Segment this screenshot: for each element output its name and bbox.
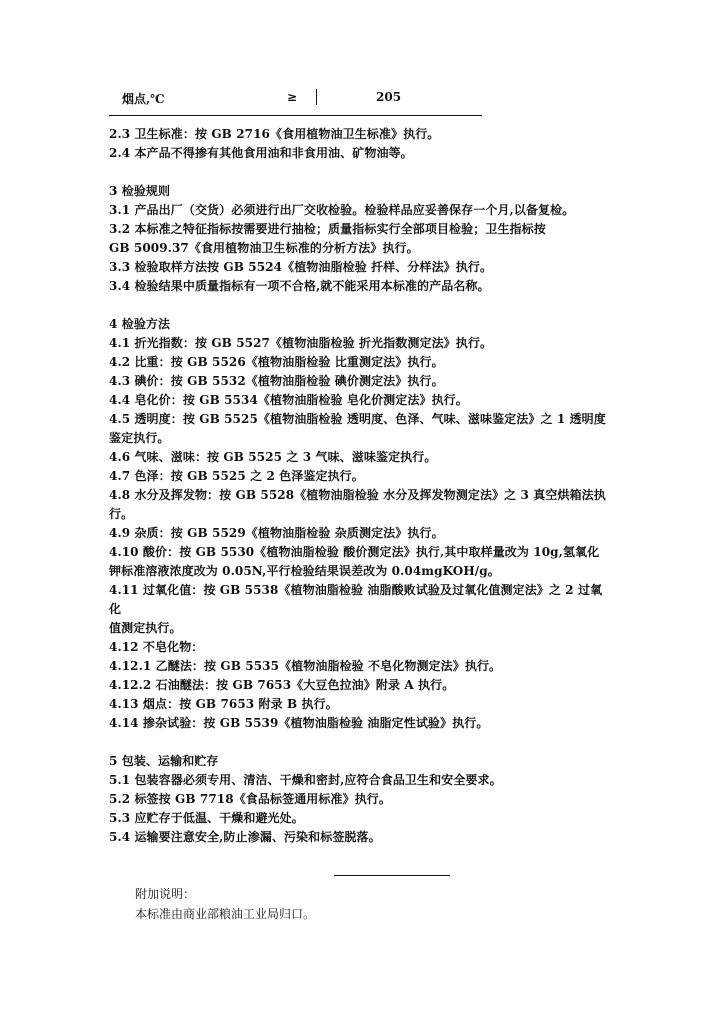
clause-3-4: 3.4 检验结果中质量指标有一项不合格,就不能采用本标准的产品名称。 <box>109 279 490 293</box>
clause-4-14: 4.14 掺杂试验：按 GB 5539《植物油脂检验 油脂定性试验》执行。 <box>109 716 489 730</box>
clause-5-2: 5.2 标签按 GB 7718《食品标签通用标准》执行。 <box>109 792 392 806</box>
clause-4-12-1: 4.12.1 乙醚法：按 GB 5535《植物油脂检验 不皂化物测定法》执行。 <box>109 659 502 673</box>
clause-4-13: 4.13 烟点：按 GB 7653 附录 B 执行。 <box>109 697 338 711</box>
clause-4-8-cont: 行。 <box>109 507 134 521</box>
clause-4-4: 4.4 皂化价：按 GB 5534《植物油脂检验 皂化价测定法》执行。 <box>109 393 468 407</box>
clause-4-2: 4.2 比重：按 GB 5526《植物油脂检验 比重测定法》执行。 <box>109 355 444 369</box>
table-cell-value: 205 <box>376 90 402 104</box>
clause-5-4: 5.4 运输要注意安全,防止渗漏、污染和标签脱落。 <box>109 830 381 844</box>
clause-2-3: 2.3 卫生标准：按 GB 2716《食用植物油卫生标准》执行。 <box>109 127 440 141</box>
clause-4-6: 4.6 气味、滋味：按 GB 5525 之 3 气味、滋味鉴定执行。 <box>109 450 437 464</box>
clause-4-5-cont: 鉴定执行。 <box>109 431 170 445</box>
clause-4-10-cont: 钾标准溶液浓度改为 0.05N,平行检验结果误差改为 0.04mgKOH/g。 <box>109 564 500 578</box>
end-divider-rule <box>334 875 450 876</box>
clause-3-2-cont: GB 5009.37《食用植物油卫生标准的分析方法》执行。 <box>109 241 419 255</box>
clause-4-11-cont: 值测定执行。 <box>109 621 182 635</box>
clause-4-10: 4.10 酸价：按 GB 5530《植物油脂检验 酸价测定法》执行,其中取样量改为 10g,氢氧化 <box>109 545 600 559</box>
footer-heading: 附加说明： <box>135 887 196 901</box>
clause-4-12-2: 4.12.2 石油醚法：按 GB 7653《大豆色拉油》附录 A 执行。 <box>109 678 455 692</box>
clause-5-1: 5.1 包装容器必须专用、清洁、干燥和密封,应符合食品卫生和安全要求。 <box>109 773 502 787</box>
section-heading-5: 5 包装、运输和贮存 <box>109 754 219 768</box>
clause-4-12: 4.12 不皂化物： <box>109 640 204 654</box>
clause-3-1: 3.1 产品出厂（交货）必须进行出厂交收检验。检验样品应妥善保存一个月,以备复检。 <box>109 203 575 217</box>
clause-4-7: 4.7 色泽：按 GB 5525 之 2 色泽鉴定执行。 <box>109 469 364 483</box>
clause-4-1: 4.1 折光指数：按 GB 5527《植物油脂检验 折光指数测定法》执行。 <box>109 336 493 350</box>
clause-4-11-wrap: 化 <box>109 602 122 616</box>
table-cell-operator: ≥ <box>287 90 298 104</box>
table-column-divider <box>316 89 317 105</box>
clause-2-4: 2.4 本产品不得掺有其他食用油和非食用油、矿物油等。 <box>109 146 413 160</box>
clause-4-3: 4.3 碘价：按 GB 5532《植物油脂检验 碘价测定法》执行。 <box>109 374 444 388</box>
table-bottom-rule <box>109 115 482 116</box>
clause-5-3: 5.3 应贮存于低温、干燥和避光处。 <box>109 811 304 825</box>
footer-text: 本标准由商业部粮油工业局归口。 <box>135 907 316 921</box>
section-heading-4: 4 检验方法 <box>109 317 171 331</box>
clause-3-3: 3.3 检验取样方法按 GB 5524《植物油脂检验 扦样、分样法》执行。 <box>109 260 493 274</box>
table-cell-item: 烟点,℃ <box>122 92 165 106</box>
clause-4-9: 4.9 杂质：按 GB 5529《植物油脂检验 杂质测定法》执行。 <box>109 526 444 540</box>
clause-3-2: 3.2 本标准之特征指标按需要进行抽检；质量指标实行全部项目检验；卫生指标按 <box>109 222 546 236</box>
clause-4-11: 4.11 过氧化值：按 GB 5538《植物油脂检验 油脂酸败试验及过氧化值测定法》之 2 过氧 <box>109 583 603 597</box>
clause-4-8: 4.8 水分及挥发物：按 GB 5528《植物油脂检验 水分及挥发物测定法》之 3 真空烘箱法执 <box>109 488 606 502</box>
clause-4-5: 4.5 透明度：按 GB 5525《植物油脂检验 透明度、色泽、气味、滋味鉴定法》之 1 透明度 <box>109 412 606 426</box>
section-heading-3: 3 检验规则 <box>109 184 171 198</box>
